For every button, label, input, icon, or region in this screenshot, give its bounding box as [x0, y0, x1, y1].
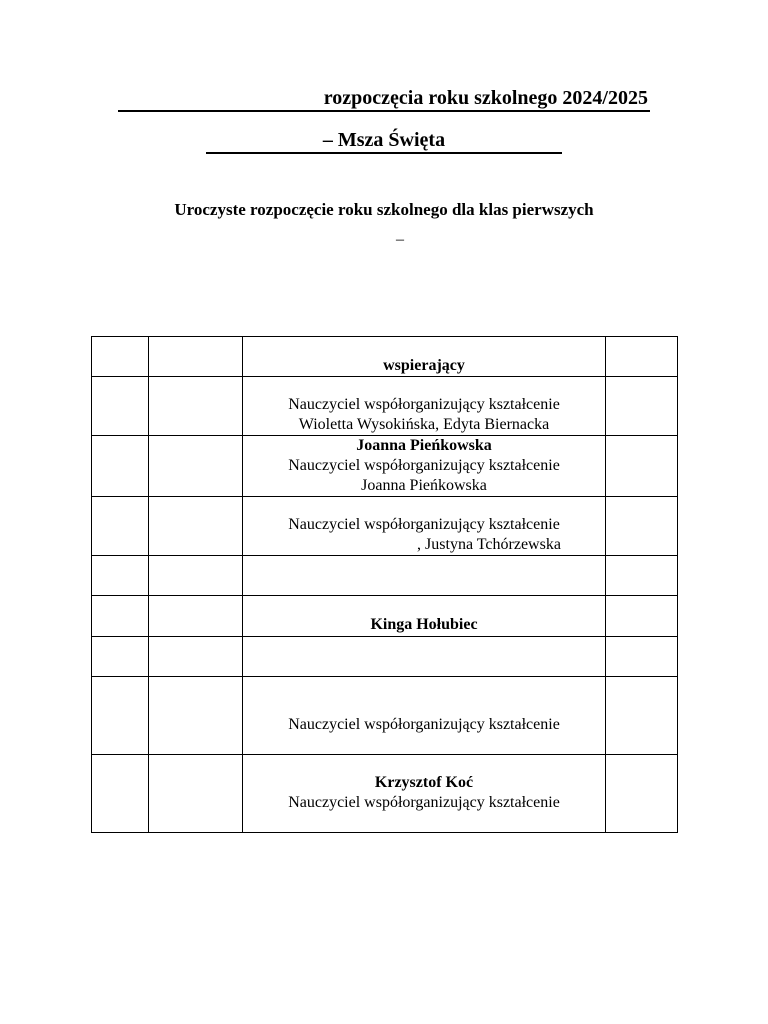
- table-cell-main: [243, 497, 606, 556]
- table-header-row: [92, 337, 678, 377]
- table-cell: [149, 337, 243, 377]
- cell-line: Nauczyciel współorganizujący kształcenie: [288, 457, 560, 474]
- cell-name: Krzysztof Koć: [374, 774, 474, 791]
- table-cell: [606, 337, 678, 377]
- subtitle-dash: –: [396, 231, 404, 248]
- cell-name: Kinga Hołubiec: [243, 596, 606, 637]
- table-row: [92, 637, 678, 677]
- cell-line: Nauczyciel współorganizujący kształcenie: [288, 516, 560, 533]
- subtitle: Uroczyste rozpoczęcie roku szkolnego dla klas pierwszych: [174, 200, 594, 219]
- table-row: [92, 755, 678, 833]
- table-row: [92, 556, 678, 596]
- table-cell-main: [243, 637, 606, 677]
- table-row: [92, 436, 678, 497]
- cell-line: Joanna Pieńkowska: [361, 477, 487, 494]
- table-cell-main: [243, 677, 606, 755]
- table-cell-main: [243, 556, 606, 596]
- cell-line: Wioletta Wysokińska, Edyta Biernacka: [298, 416, 550, 433]
- heading-line-1: [118, 86, 650, 112]
- table-cell-main: [243, 436, 606, 497]
- table-cell-main: [243, 755, 606, 833]
- cell-line: Nauczyciel współorganizujący kształcenie: [288, 396, 560, 413]
- table-row: [92, 596, 678, 637]
- cell-line: Nauczyciel współorganizujący kształcenie: [288, 794, 560, 811]
- heading-line-1-text: rozpoczęcia roku szkolnego 2024/2025: [323, 87, 648, 109]
- cell-name: Joanna Pieńkowska: [356, 437, 492, 454]
- header-cell-supporting: wspierający: [243, 337, 606, 377]
- table-cell: [92, 337, 149, 377]
- table-row: [92, 377, 678, 436]
- schedule-table: [91, 336, 678, 833]
- table-row: [92, 497, 678, 556]
- heading-line-2-text: – Msza Święta: [322, 129, 446, 151]
- table-cell-main: [243, 377, 606, 436]
- cell-line: Nauczyciel współorganizujący kształcenie: [288, 716, 560, 733]
- table-row: [92, 677, 678, 755]
- heading-line-2: [206, 128, 562, 154]
- cell-line: , Justyna Tchórzewska: [417, 536, 561, 553]
